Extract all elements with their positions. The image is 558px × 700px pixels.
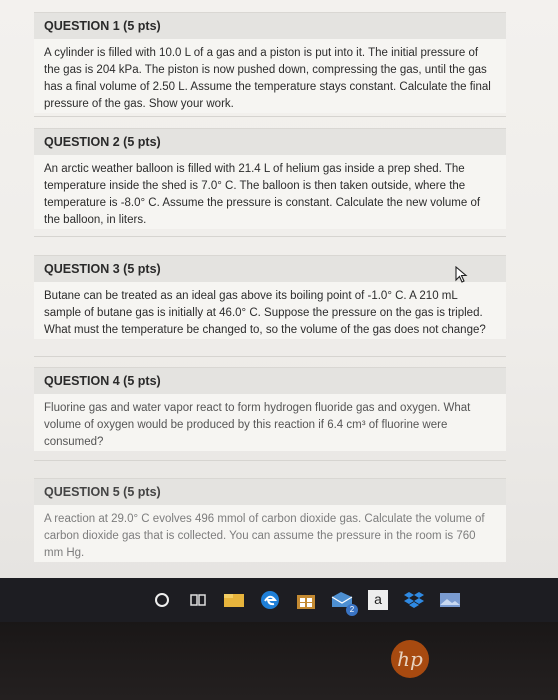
question-3-title: QUESTION 3 (5 pts) [34,256,506,282]
windows-taskbar [0,578,558,622]
question-4 [34,367,506,451]
photos-icon[interactable] [432,582,468,618]
question-2 [34,128,506,229]
mail-icon[interactable] [324,582,360,618]
question-5-title: QUESTION 5 (5 pts) [34,479,506,505]
laptop-bezel [0,622,558,700]
hp-logo [391,640,429,678]
dropbox-icon[interactable] [396,582,432,618]
amazon-icon[interactable] [360,582,396,618]
separator [34,356,506,357]
question-3 [34,255,506,339]
question-4-title: QUESTION 4 (5 pts) [34,368,506,394]
separator [34,460,506,461]
mouse-pointer-icon [455,266,469,289]
question-1-text: A cylinder is filled with 10.0 L of a gas and a piston is put into it. The initial pressure of the gas is 204 kPa. The piston is now pushed down, compressing the gas, until the gas has a final volume of 2.50 L. Assume the temperature stays constant. Calculate the final pressure of the gas. Show your work. [44,47,491,110]
question-1-title: QUESTION 1 (5 pts) [34,13,506,39]
file-explorer-icon[interactable] [216,582,252,618]
mail-badge: 2 [346,604,358,616]
question-2-text: An arctic weather balloon is filled with 21.4 L of helium gas inside a prep shed. The temperature inside the shed is 7.0° C. The balloon is then taken outside, where the temperature is -8.0° C. Assume the pressure is constant. Calculate the new volume of the balloon, in liters. [44,163,481,226]
question-4-text: Fluorine gas and water vapor react to form hydrogen fluoride gas and oxygen. What volume of oxygen would be produced by this reaction if 6.4 cm³ of fluorine were consumed? [44,402,471,448]
separator [34,236,506,237]
store-icon[interactable] [288,582,324,618]
question-5-text: A reaction at 29.0° C evolves 496 mmol of carbon dioxide gas. Calculate the volume of carbon dioxide gas that is collected. You can assume the pressure in the room is 760 mm Hg. [44,513,485,559]
edge-icon[interactable] [252,582,288,618]
amazon-label: a [368,590,388,610]
question-3-text: Butane can be treated as an ideal gas above its boiling point of -1.0° C. A 210 mL sample of butane gas is initially at 46.0° C. Suppose the pressure on the gas is tripled. What must the temperature be changed to, so the volume of the gas does not change? [44,290,486,336]
cortana-circle-icon[interactable] [144,582,180,618]
question-1 [34,12,506,113]
separator [34,116,506,117]
question-5 [34,478,506,562]
task-view-icon[interactable] [180,582,216,618]
question-2-title: QUESTION 2 (5 pts) [34,129,506,155]
hp-logo-text: hp [397,647,423,671]
